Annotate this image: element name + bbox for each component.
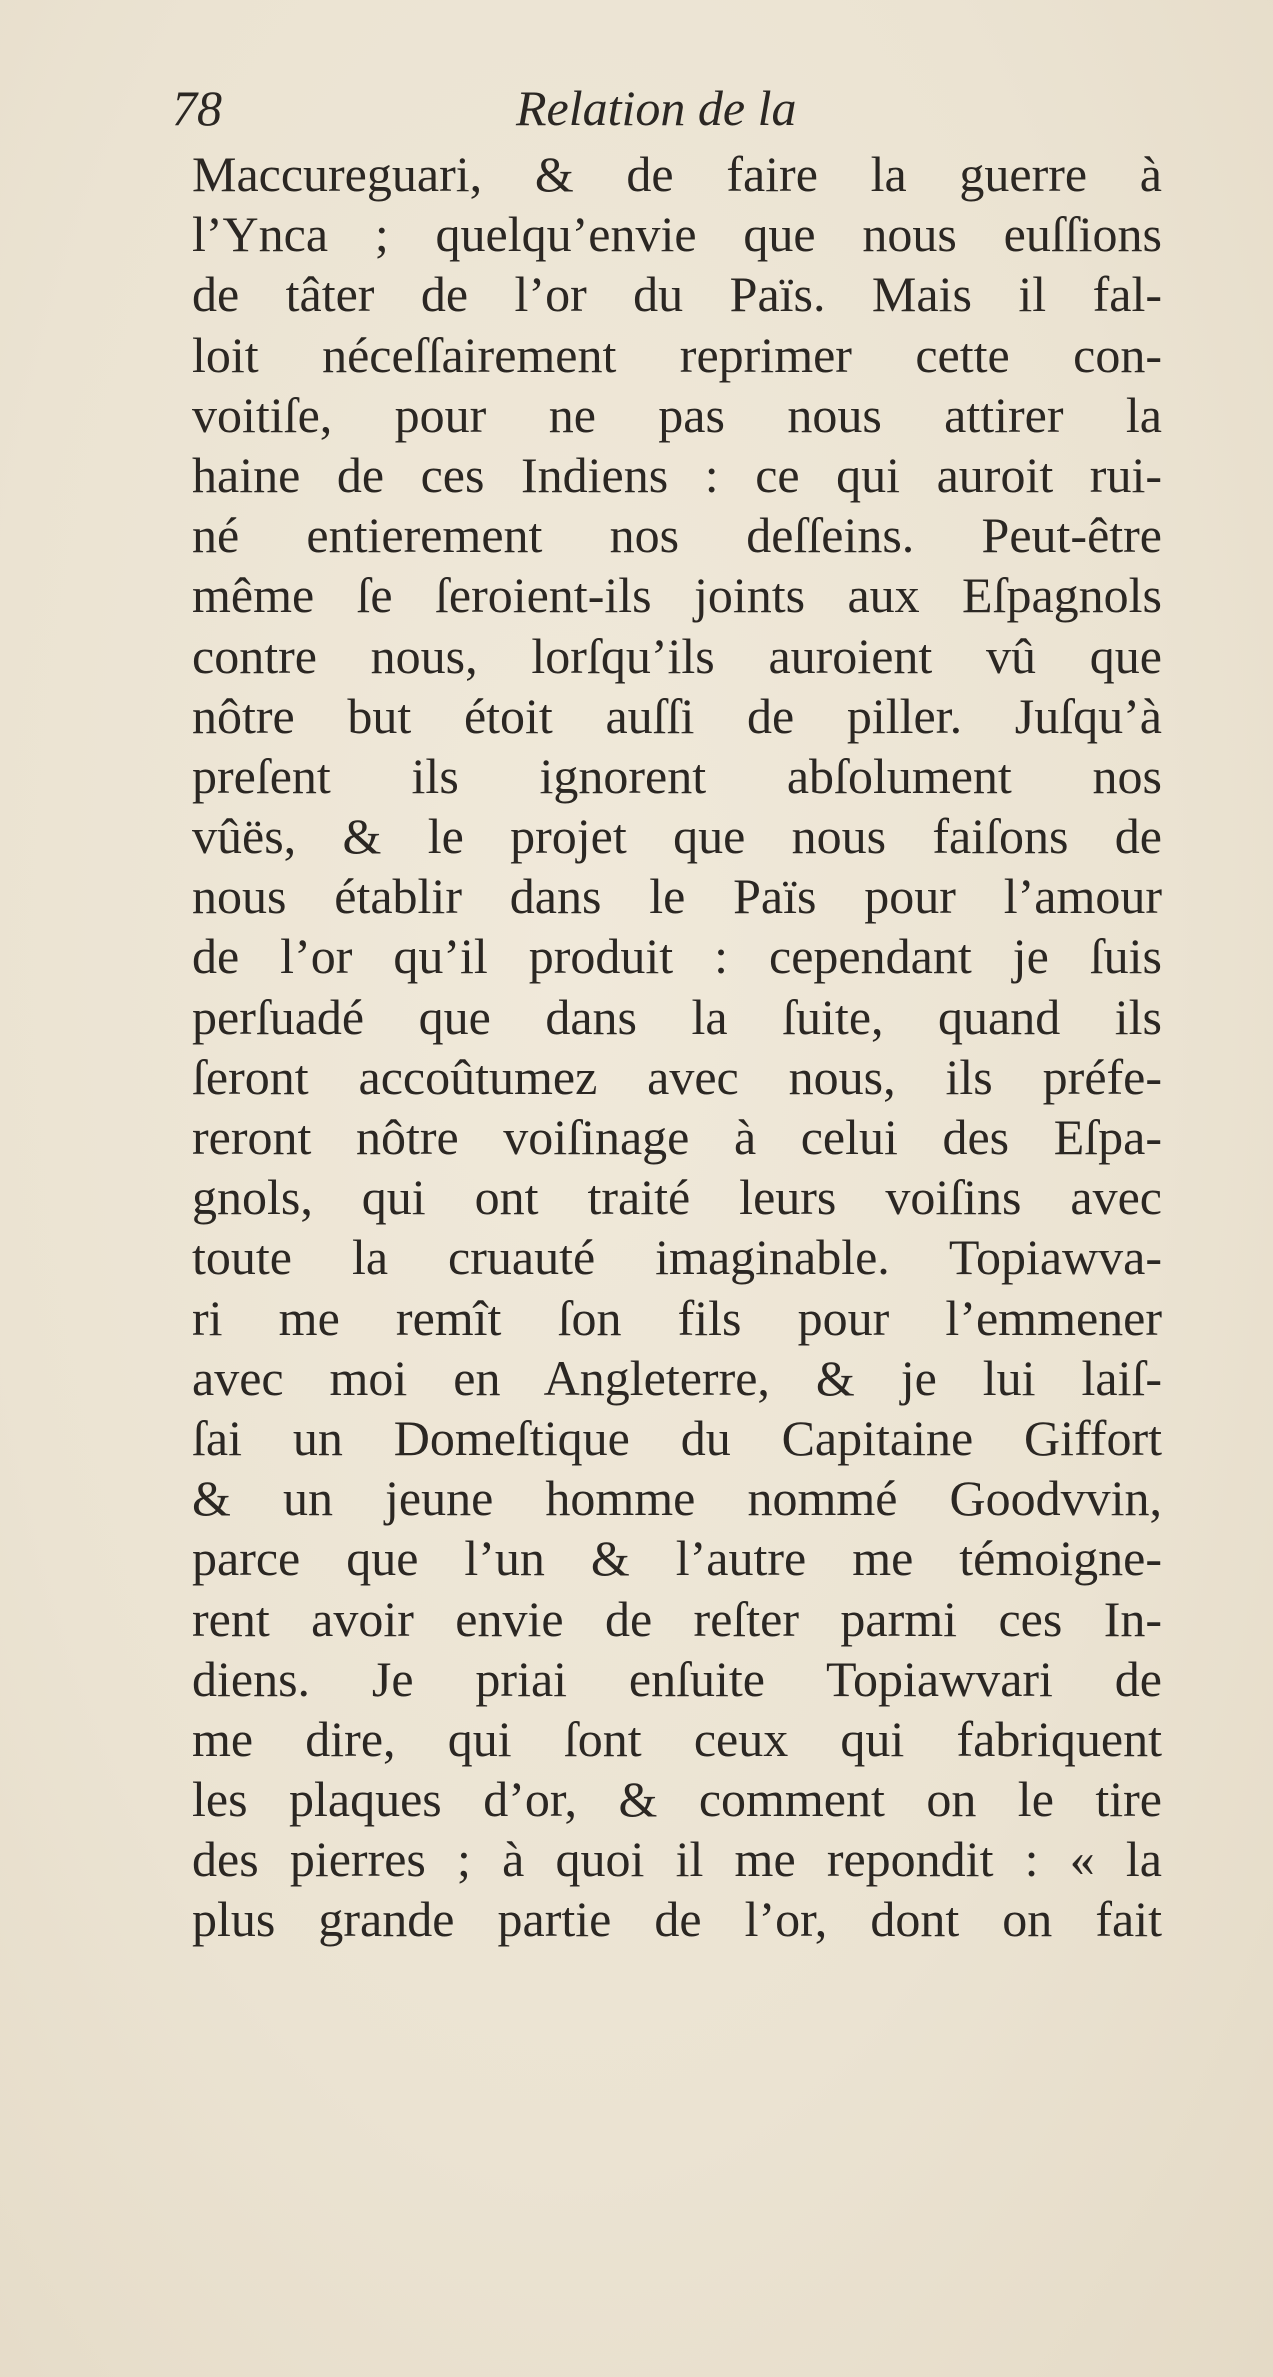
text-line: haine de ces Indiens : ce qui auroit rui-	[192, 446, 1162, 503]
text-line: des pierres ; à quoi il me repondit : « la	[192, 1831, 1162, 1888]
text-line: Maccureguari, & de faire la guerre à	[192, 146, 1162, 202]
text-line: avec moi en Angleterre, & je lui laiſ-	[192, 1349, 1162, 1406]
text-line: de tâter de l’or du Païs. Mais il fal-	[192, 266, 1162, 323]
text-line: né entierement nos deſſeins. Peut-être	[192, 507, 1162, 564]
text-line: contre nous, lorſqu’ils auroient vû que	[192, 627, 1162, 684]
running-title: Relation de la	[516, 80, 797, 136]
text-line: même ſe ſeroient-ils joints aux Eſpagnols	[192, 567, 1162, 624]
text-line: loit néceſſairement reprimer cette con-	[192, 326, 1162, 383]
text-line: & un jeune homme nommé Goodvvin,	[192, 1470, 1162, 1527]
page-number: 78	[172, 80, 222, 136]
text-line: plus grande partie de l’or, dont on fait	[192, 1891, 1162, 1948]
text-line: gnols, qui ont traité leurs voiſins avec	[192, 1169, 1162, 1226]
text-line: l’Ynca ; quelqu’envie que nous euſſions	[192, 206, 1162, 263]
text-line: perſuadé que dans la ſuite, quand ils	[192, 988, 1162, 1045]
text-line: ſeront accoûtumez avec nous, ils préfe-	[192, 1048, 1162, 1105]
text-line: parce que l’un & l’autre me témoigne-	[192, 1530, 1162, 1587]
text-line: nous établir dans le Païs pour l’amour	[192, 868, 1162, 925]
text-line: preſent ils ignorent abſolument nos	[192, 747, 1162, 804]
body-text	[192, 144, 1162, 1950]
text-line: nôtre but étoit auſſi de piller. Juſqu’à	[192, 687, 1162, 744]
text-line: toute la cruauté imaginable. Topiawva-	[192, 1229, 1162, 1286]
text-line: vûës, & le projet que nous faiſons de	[192, 808, 1162, 865]
text-line: voitiſe, pour ne pas nous attirer la	[192, 386, 1162, 443]
text-line: ri me remît ſon fils pour l’emmener	[192, 1289, 1162, 1346]
text-line: diens. Je priai enſuite Topiawvari de	[192, 1650, 1162, 1707]
text-line: de l’or qu’il produit : cependant je ſuis	[192, 928, 1162, 985]
text-line: reront nôtre voiſinage à celui des Eſpa-	[192, 1109, 1162, 1165]
page-header	[172, 68, 1182, 148]
text-line: les plaques d’or, & comment on le tire	[192, 1771, 1162, 1828]
text-line: rent avoir envie de reſter parmi ces In-	[192, 1590, 1162, 1647]
text-line: ſai un Domeſtique du Capitaine Giffort	[192, 1409, 1162, 1466]
text-line: me dire, qui ſont ceux qui fabriquent	[192, 1710, 1162, 1767]
